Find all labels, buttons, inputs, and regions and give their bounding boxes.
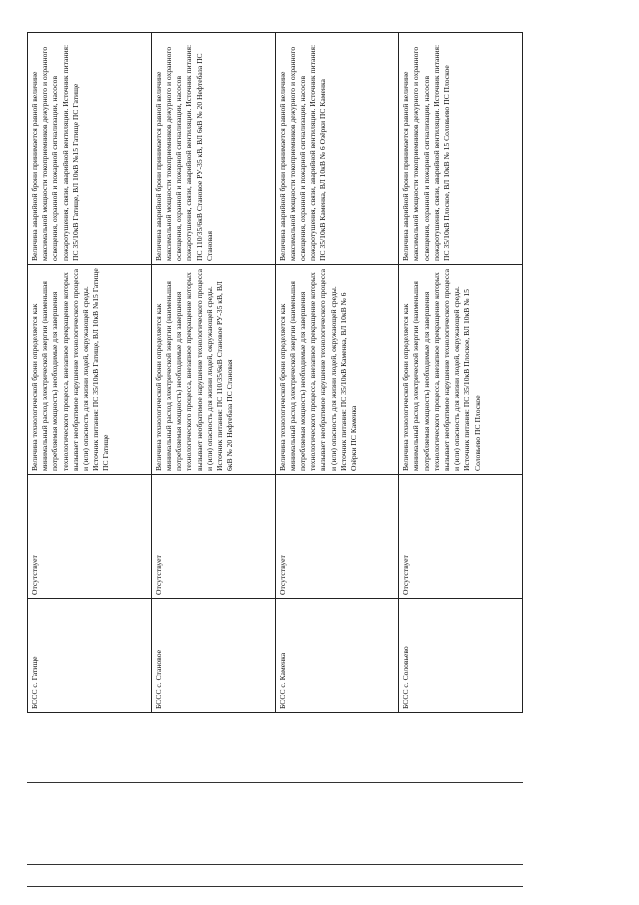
object-name-cell: БССС с. Каменка (275, 599, 399, 713)
object-name-cell: БССС с. Становое (151, 599, 275, 713)
status-cell: Отсутствует (28, 475, 152, 599)
table-row (151, 33, 275, 713)
object-name-cell: БССС с. Гатище (28, 599, 152, 713)
status-cell: Отсутствует (399, 475, 523, 599)
object-name-cell: БССС с. Соловьево (399, 599, 523, 713)
table-row (28, 33, 152, 713)
emergency-reserve-cell: Величина аварийной брони принимается равной величине максимальной мощности токоприемников дежурного и охранного освещения, охранной и пожарной сигнализации, насосов пожаротушения, связи, аварийной вентиляции. Источник питания: ПС 35/10кВ Гатище, ВЛ 10кВ №15 Гатище ПС Гатище (28, 33, 152, 265)
status-cell: Отсутствует (275, 475, 399, 599)
emergency-reserve-cell: Величина аварийной брони принимается равной величине максимальной мощности токоприемников дежурного и охранного освещения, охранной и пожарной сигнализации, насосов пожаротушения, связи, аварийной вентиляции. Источник питания: ПС 110/35/6кВ Становое РУ-35 кВ, ВЛ 6кВ № 20 Нефтебаза ПС Становая (151, 33, 275, 265)
signature-line (27, 886, 523, 887)
rotated-table-wrapper (27, 33, 523, 713)
technological-reserve-cell: Величина технологической брони определяется как минимальный расход электрической энергии (наименьшая потребляемая мощность) необходимые для завершения технологического процесса, внезапное прекращение которых вызывает необратимое нарушение технологического процесса и (или) опасность для жизни людей, окружающей среды. Источник питания: ПС 35/10кВ Каменка, ВЛ 10кВ № 6 Озёрки ПС Каменка (275, 265, 399, 475)
power-reserve-table (27, 32, 523, 713)
emergency-reserve-cell: Величина аварийной брони принимается равной величине максимальной мощности токоприемников дежурного и охранного освещения, охранной и пожарной сигнализации, насосов пожаротушения, связи, аварийной вентиляции. Источник питания: ПС 35/10кВ Плоское, ВЛ 10кВ № 15 Соловьево ПС Плоское (399, 33, 523, 265)
table-row (275, 33, 399, 713)
signature-line (27, 864, 523, 865)
technological-reserve-cell: Величина технологической брони определяется как минимальный расход электрической энергии (наименьшая потребляемая мощность) необходимые для завершения технологического процесса, внезапное прекращение которых вызывает необратимое нарушение технологического процесса и (или) опасность для жизни людей, окружающей среды. Источник питания: ПС 110/35/6кВ Становое РУ-35 кВ, ВЛ 6кВ № 20 Нефтебаза ПС Становая (151, 265, 275, 475)
emergency-reserve-cell: Величина аварийной брони принимается равной величине максимальной мощности токоприемников дежурного и охранного освещения, охранной и пожарной сигнализации, насосов пожаротушения, связи, аварийной вентиляции. Источник питания: ПС 35/10кВ Каменка, ВЛ 10кВ № 6 Озёрки ПС Каменка (275, 33, 399, 265)
status-cell: Отсутствует (151, 475, 275, 599)
signature-line (27, 782, 523, 783)
technological-reserve-cell: Величина технологической брони определяется как минимальный расход электрической энергии (наименьшая потребляемая мощность) необходимые для завершения технологического процесса, внезапное прекращение которых вызывает необратимое нарушение технологического процесса и (или) опасность для жизни людей, окружающей среды. Источник питания: ПС 35/10кВ Плоское, ВЛ 10кВ № 15 Соловьево ПС Плоское (399, 265, 523, 475)
table-row (399, 33, 523, 713)
technological-reserve-cell: Величина технологической брони определяется как минимальный расход электрической энергии (наименьшая потребляемая мощность) необходимые для завершения технологического процесса, внезапное прекращение которых вызывает необратимое нарушение технологического процесса и (или) опасность для жизни людей, окружающей среды. Источник питания: ПС 35/10кВ Гатище, ВЛ 10кВ №15 Гатище ПС Гатище (28, 265, 152, 475)
